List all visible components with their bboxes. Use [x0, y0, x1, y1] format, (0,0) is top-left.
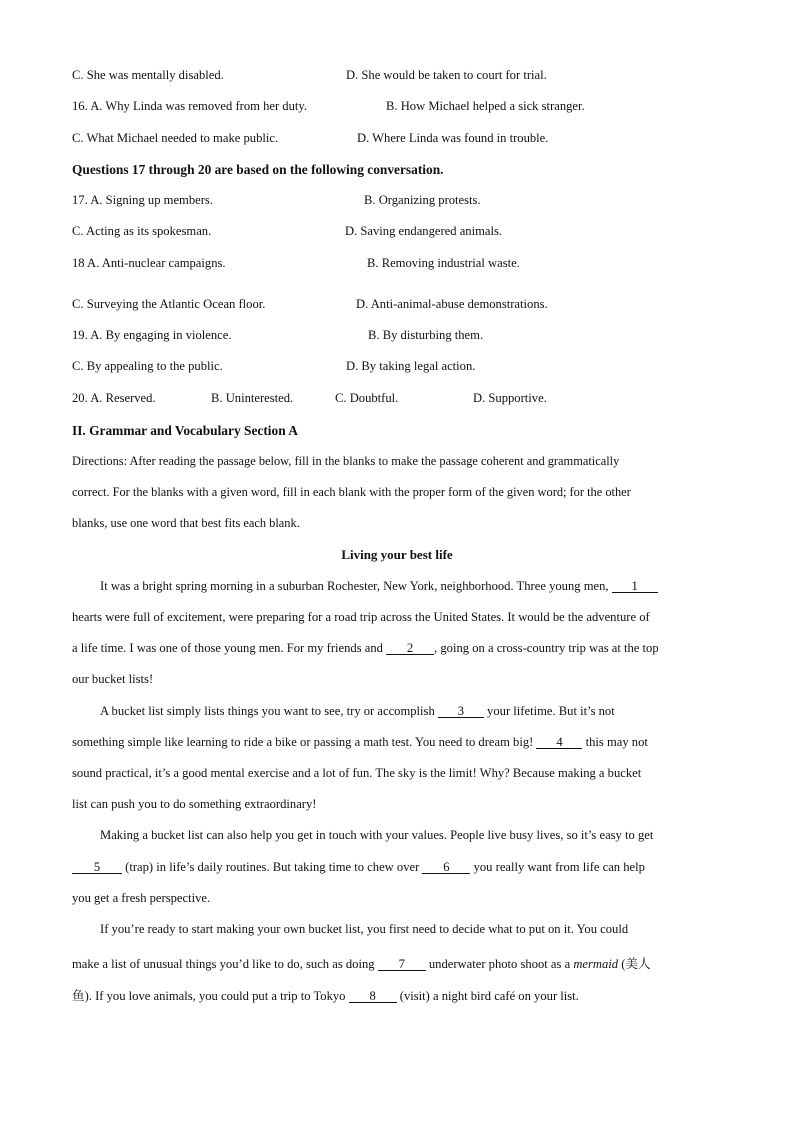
passage-line-3: a life time. I was one of those young men. For my friends and 2 , going on a cross-country trip was at the top [72, 641, 659, 655]
q15-option-d: D. She would be taken to court for trial. [346, 68, 547, 82]
passage-title: Living your best life [341, 547, 453, 562]
q17-option-b: B. Organizing protests. [364, 193, 481, 207]
blank-4[interactable]: 4 [536, 736, 582, 749]
passage-line-7: sound practical, it’s a good mental exercise and a lot of fun. The sky is the limit! Why? Because making a bucket [72, 766, 642, 780]
section-heading-q17-20: Questions 17 through 20 are based on the following conversation. [72, 162, 444, 177]
blank-2[interactable]: 2 [386, 642, 434, 655]
q18-option-b: B. Removing industrial waste. [367, 256, 520, 270]
blank-7[interactable]: 7 [378, 958, 426, 971]
q16-option-a: 16. A. Why Linda was removed from her duty. [72, 99, 308, 113]
blank-3[interactable]: 3 [438, 705, 484, 718]
passage-line-1: It was a bright spring morning in a suburban Rochester, New York, neighborhood. Three young men, 1 [100, 579, 750, 594]
passage-line-9: Making a bucket list can also help you get in touch with your values. People live busy lives, so it’s easy to get [100, 828, 654, 842]
passage-line-13: make a list of unusual things you’d like to do, such as doing 7 underwater photo shoot as a mermaid (美人 [72, 957, 651, 971]
passage-line-5: A bucket list simply lists things you want to see, try or accomplish 3 your lifetime. But it’s not [100, 704, 615, 718]
q18-option-c: C. Surveying the Atlantic Ocean floor. [72, 297, 266, 311]
passage-line-8: list can push you to do something extraordinary! [72, 797, 317, 811]
q17-option-c: C. Acting as its spokesman. [72, 224, 212, 238]
passage-line-6: something simple like learning to ride a bike or passing a math test. You need to dream big! 4 this may not [72, 735, 648, 749]
q20-option-b: B. Uninterested. [211, 391, 294, 405]
q19-option-c: C. By appealing to the public. [72, 359, 223, 373]
q18-option-a: 18 A. Anti-nuclear campaigns. [72, 256, 226, 270]
q20-option-a: 20. A. Reserved. [72, 391, 156, 405]
directions-line-1: Directions: After reading the passage below, fill in the blanks to make the passage coherent and grammatically [72, 454, 620, 468]
q19-option-a: 19. A. By engaging in violence. [72, 328, 232, 342]
section2-heading: II. Grammar and Vocabulary Section A [72, 423, 298, 438]
passage-line-10: 5 (trap) in life’s daily routines. But taking time to chew over 6 you really want from life can help [72, 860, 722, 875]
q16-option-d: D. Where Linda was found in trouble. [357, 131, 549, 145]
q20-option-d: D. Supportive. [473, 391, 547, 405]
directions-line-2: correct. For the blanks with a given word, fill in each blank with the proper form of the given word; for the other [72, 485, 631, 499]
q18-option-d: D. Anti-animal-abuse demonstrations. [356, 297, 548, 311]
q16-option-b: B. How Michael helped a sick stranger. [386, 99, 585, 113]
q19-option-d: D. By taking legal action. [346, 359, 476, 373]
directions-line-3: blanks, use one word that best fits each blank. [72, 516, 300, 530]
blank-8[interactable]: 8 [349, 990, 397, 1003]
q17-option-d: D. Saving endangered animals. [345, 224, 503, 238]
blank-5[interactable]: 5 [72, 861, 122, 874]
mermaid-word: mermaid [573, 957, 619, 971]
q15-option-c: C. She was mentally disabled. [72, 68, 224, 82]
blank-6[interactable]: 6 [422, 861, 470, 874]
blank-1[interactable]: 1 [612, 580, 658, 593]
q16-option-c: C. What Michael needed to make public. [72, 131, 279, 145]
passage-line-4: our bucket lists! [72, 672, 154, 686]
q19-option-b: B. By disturbing them. [368, 328, 484, 342]
passage-line-12: If you’re ready to start making your own bucket list, you first need to decide what to put on it. You could [100, 922, 629, 936]
passage-line-2: hearts were full of excitement, were preparing for a road trip across the United States. It would be the adventure of [72, 610, 650, 624]
q17-option-a: 17. A. Signing up members. [72, 193, 213, 207]
q20-option-c: C. Doubtful. [335, 391, 399, 405]
passage-line-14: 鱼). If you love animals, you could put a trip to Tokyo 8 (visit) a night bird café on your list. [72, 989, 579, 1003]
passage-line-11: you get a fresh perspective. [72, 891, 211, 905]
